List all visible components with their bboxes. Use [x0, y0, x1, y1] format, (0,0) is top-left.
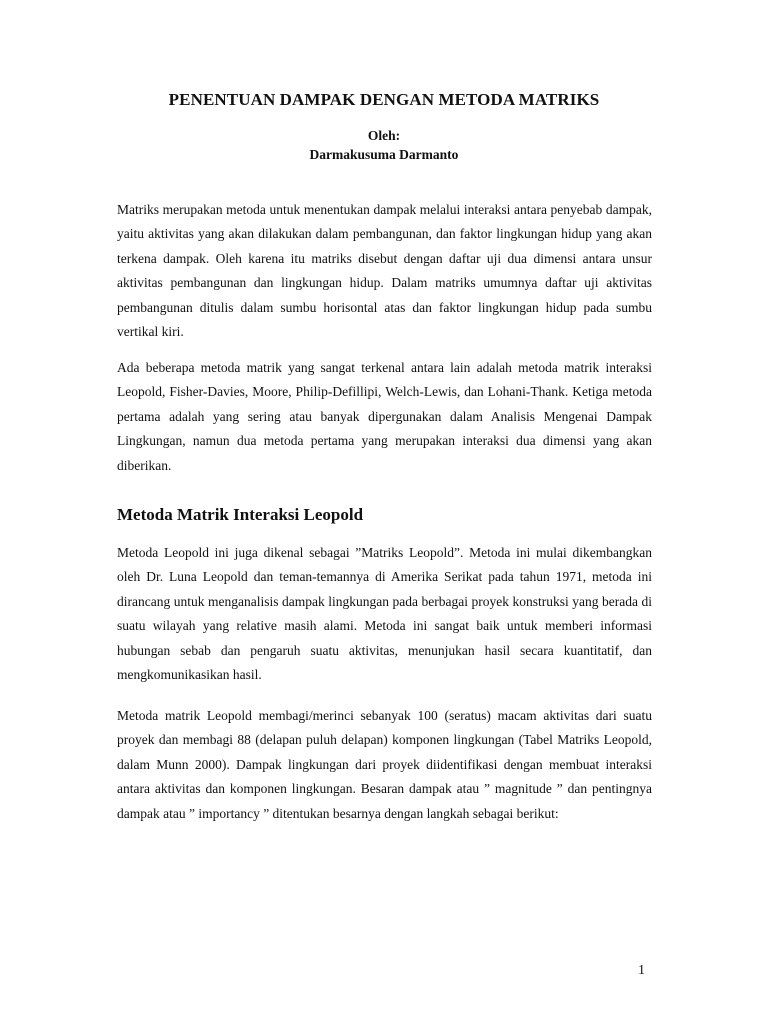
section-paragraph-2: Metoda matrik Leopold membagi/merinci sebanyak 100 (seratus) macam aktivitas dari suatu proyek dan membagi 88 (delapan puluh delapan) komponen lingkungan (Tabel Matriks Leopold, dalam Munn 2000). Dampak lingkungan dari proyek diidentifikasi dengan membuat interaksi antara aktivitas dan komponen lingkungan. Besaran dampak atau ” magnitude ” dan pentingnya dampak atau ” importancy ” ditentukan besarnya dengan langkah sebagai berikut: — [117, 708, 652, 821]
intro-paragraph-1: Matriks merupakan metoda untuk menentukan dampak melalui interaksi antara penyebab dampak, yaitu aktivitas yang akan dilakukan dalam pembangunan, dan faktor lingkungan hidup yang akan terkena dampak. Oleh karena itu matriks disebut dengan daftar uji dua dimensi antara unsur aktivitas pembangunan dan lingkungan hidup. Dalam matriks umumnya daftar uji aktivitas pembangunan ditulis dalam sumbu horisontal atas dan faktor lingkungan hidup pada sumbu vertikal kiri. — [117, 202, 652, 340]
byline-label: Oleh: — [367, 128, 401, 143]
intro-paragraph-2: Ada beberapa metoda matrik yang sangat terkenal antara lain adalah metoda matrik interaksi Leopold, Fisher-Davies, Moore, Philip-Defillipi, Welch-Lewis, dan Lohani-Thank. Ketiga metoda pertama adalah yang sering atau banyak dipergunakan dalam Analisis Mengenai Dampak Lingkungan, namun dua metoda pertama yang merupakan interaksi dua dimensi yang akan diberikan. — [117, 360, 652, 473]
document-title: PENENTUAN DAMPAK DENGAN METODA MATRIKS — [168, 90, 600, 109]
section-paragraph-1: Metoda Leopold ini juga dikenal sebagai ”Matriks Leopold”. Metoda ini mulai dikembangkan oleh Dr. Luna Leopold dan teman-temannya di Amerika Serikat pada tahun 1971, metoda ini dirancang untuk menganalisis dampak lingkungan pada berbagai proyek konstruksi yang berada di suatu wilayah yang relative masih alami. Metoda ini sangat baik untuk memberi informasi hubungan sebab dan pengaruh suatu aktivitas, menunjukan hasil secara kuantitatif, dan mengkomunikasikan hasil. — [117, 545, 652, 683]
author-name: Darmakusuma Darmanto — [309, 147, 459, 162]
section-heading: Metoda Matrik Interaksi Leopold — [117, 505, 364, 524]
page-number: 1 — [638, 963, 645, 978]
